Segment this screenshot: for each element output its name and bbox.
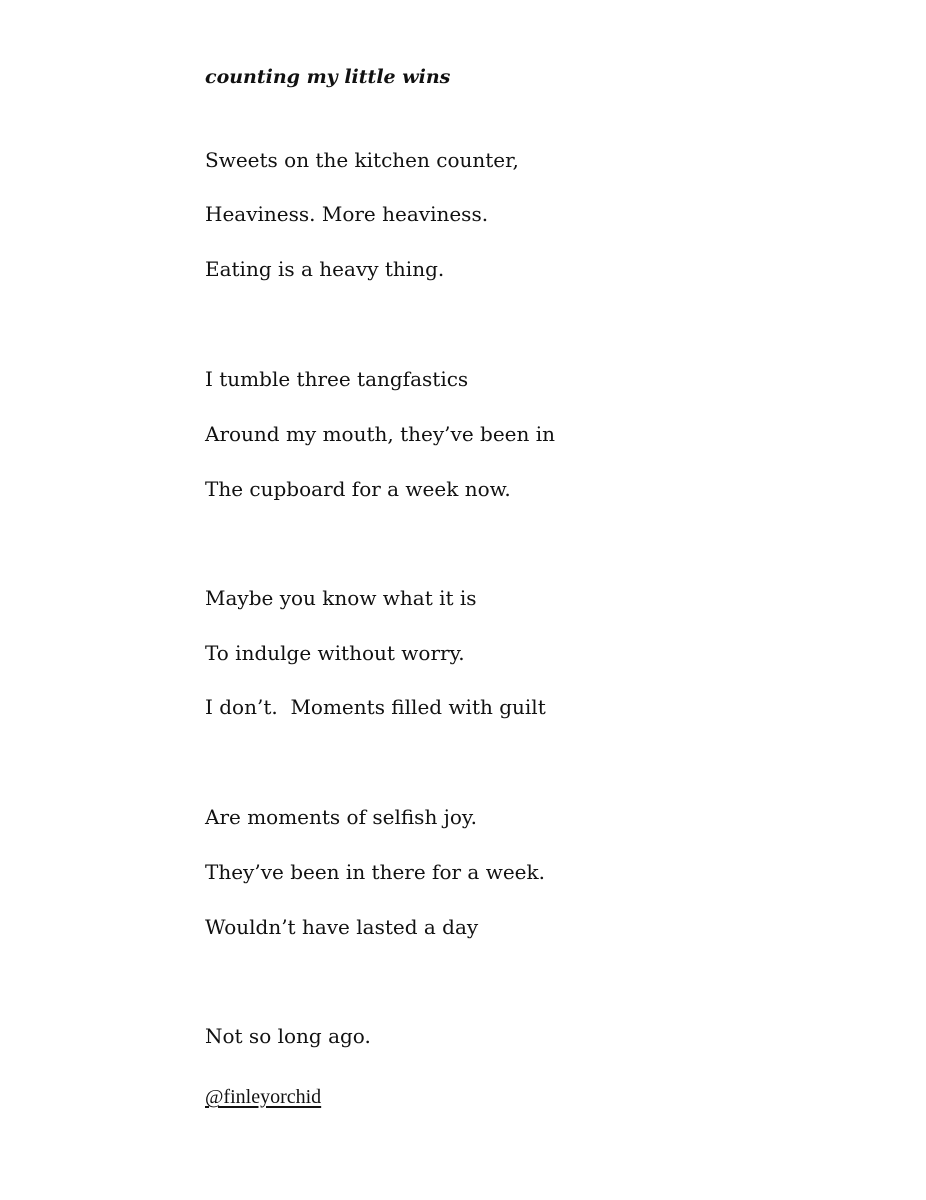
poem-line: I don’t. Moments filled with guilt bbox=[205, 695, 546, 719]
poem-line: To indulge without worry. bbox=[205, 641, 465, 665]
poem-line: Heaviness. More heaviness. bbox=[205, 202, 489, 226]
poem-title: counting my little wins bbox=[205, 66, 451, 88]
poem-line: Are moments of selfish joy. bbox=[205, 805, 477, 829]
poem-line: Sweets on the kitchen counter, bbox=[205, 148, 519, 172]
poem-line: Eating is a heavy thing. bbox=[205, 257, 445, 281]
poem-line: Not so long ago. bbox=[205, 1024, 371, 1048]
poem-line: I tumble three tangfastics bbox=[205, 367, 469, 391]
author-handle-link[interactable]: @finleyorchid bbox=[205, 1086, 322, 1108]
poem-line: The cupboard for a week now. bbox=[205, 477, 511, 501]
poem-line: Wouldn’t have lasted a day bbox=[205, 915, 479, 939]
poem-line: Maybe you know what it is bbox=[205, 586, 477, 610]
poem-line: Around my mouth, they’ve been in bbox=[205, 422, 555, 446]
poem-line: They’ve been in there for a week. bbox=[205, 860, 545, 884]
